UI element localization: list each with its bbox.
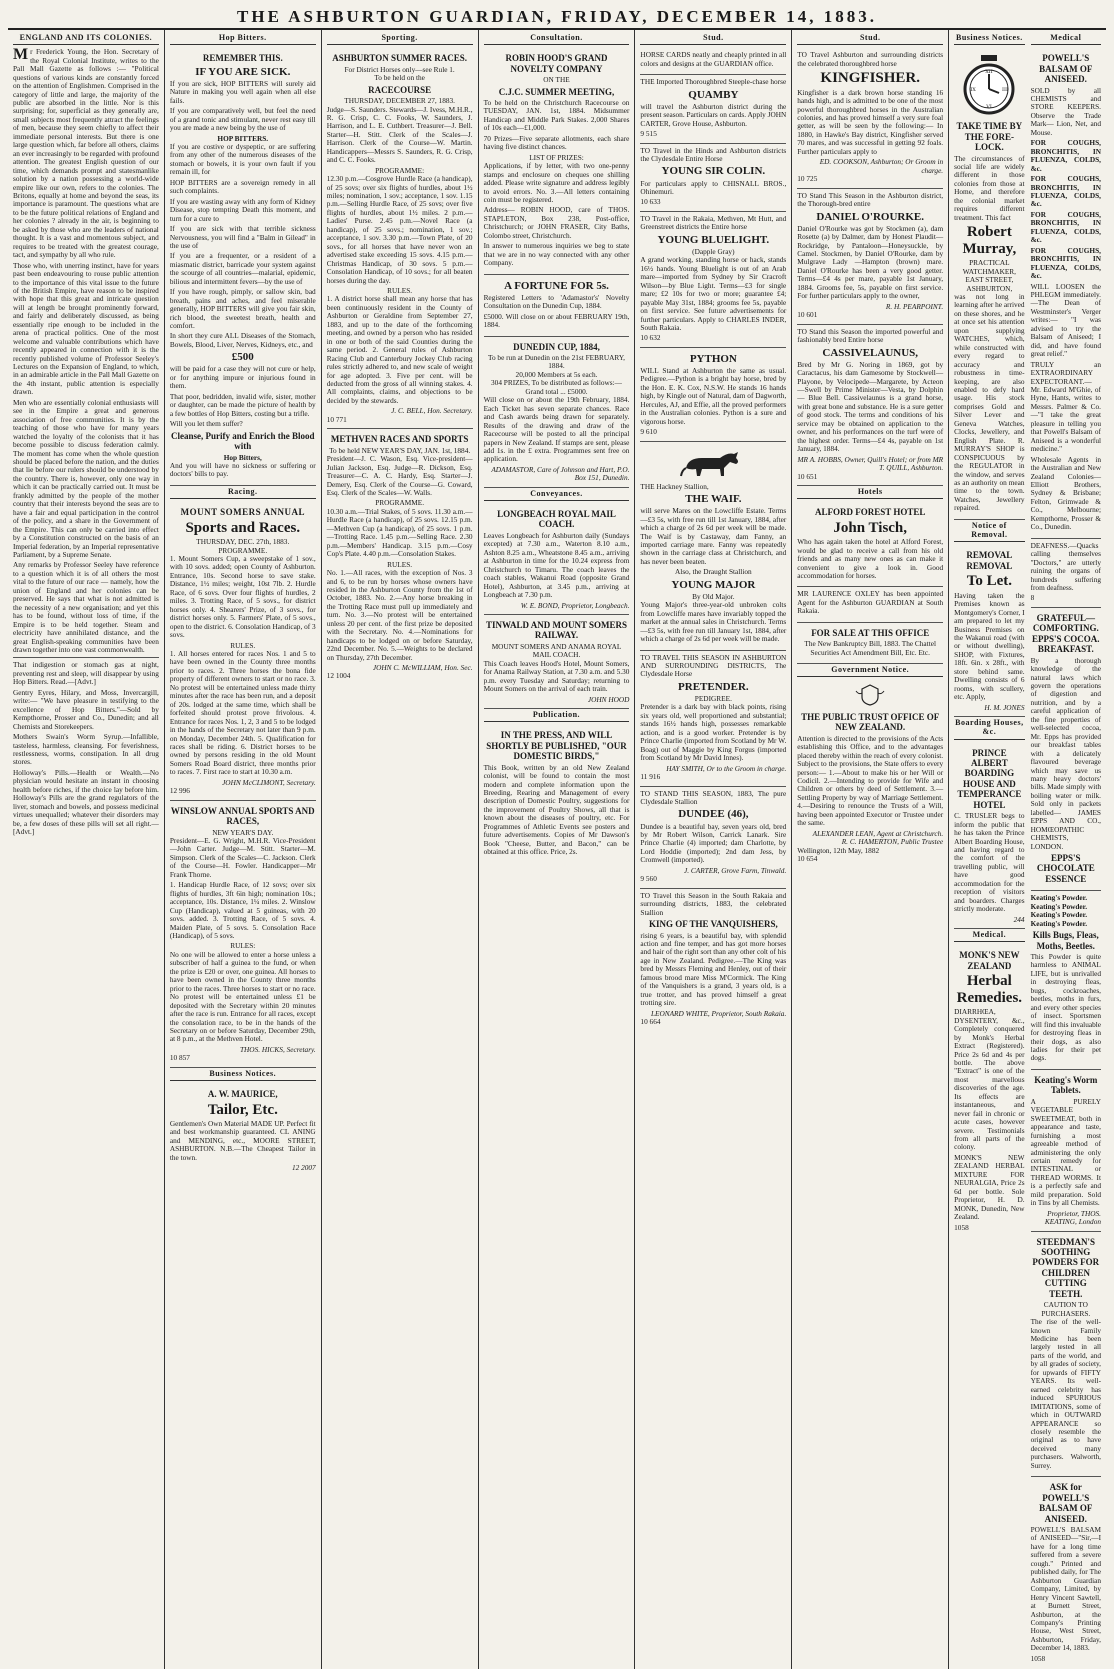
deafness-ad: [1031, 539, 1101, 608]
double-column: [954, 32, 1101, 1667]
column-heading: Business Notices.: [954, 32, 1024, 45]
ad-text: By Old Major.: [692, 591, 735, 601]
ad-text: No. 1.—All races, with the exception of Nos. 3 and 6, to be run by horses whose owners have resided in the Ashburton County from the 1st of October, 1883. No. 2.—Any horse breaking in the Trotting Race must pull up immediately and turn. No. 3.—No protest will be entertained unless 20 per cent. of the first prize be deposited with the Secretary. No. 4.—Nominations for handicaps to be lodged on or before Saturday, 22nd December. No. 5.—Weights to be declared on Thursday, 27th December.: [326, 568, 473, 662]
ad-text: TO TRAVEL THIS SEASON IN ASHBURTON AND SURROUNDING DISTRICTS, The Clydesdale Horse: [640, 652, 787, 679]
ad-title: A. W. MAURICE,: [207, 1089, 278, 1100]
ad-text: PRACTICAL WATCHMAKER, EAST STREET, ASHBURTON,: [962, 258, 1016, 293]
ashburton-races-ad: [327, 48, 473, 429]
ad-text: Will you let them suffer?: [169, 419, 243, 429]
ad-title: Keating's Worm Tablets.: [1034, 1074, 1098, 1096]
section-heading: Medical.: [954, 929, 1024, 942]
ad-number: 10 725: [797, 174, 818, 184]
ad-text: Keating's Powder.: [1030, 918, 1088, 928]
ad-text: TO Stand this Season the imported powerful and fashionably bred Entire horse: [797, 326, 944, 345]
horse-name: CASSIVELAUNUS,: [822, 346, 919, 359]
ad-text: In short they cure ALL Diseases of the Stomach, Bowels, Blood, Liver, Nerves, Kidneys, etc., and: [169, 331, 316, 349]
signature: THOS. HICKS, Secretary.: [239, 1044, 316, 1054]
ad-text: If you are a frequenter, or a resident of a miasmatic district, barricade your system against the scourge of all countries—malarial, epidemic, bilious and intermittent fevers—by the use of: [169, 251, 316, 286]
svg-text:III: III: [1002, 87, 1009, 94]
ad-text: 304 PRIZES, To be distributed as follows:—: [491, 378, 622, 388]
article-paragraph: Those who, with unerring instinct, have for years past been endeavouring to rouse public attention to the importance of this vital issue to the future of the British Empire, have reason to be inspired with hope that this great and intricate question will at length be brought prominently forward, and fairly and deliberately discussed, as being essentially ripe enough to be included in the arena of practical politics. One of the most welcome and valuable contributions which have recently appeared in connection with it is the recently published volume of Professor Seeley's Lectures on the Expansion of England, to which, in an admirable article in the Pall Mall Gazette on the 4th instant, public attention is especially drawn.: [13, 260, 159, 397]
ad-text: MONK'S NEW ZEALAND HERBAL MIXTURE FOR NEURALGIA, Price 2s 6d per bottle. Sole Proprietor, H. D. MONK, Dunedin, New Zealand.: [954, 1152, 1025, 1222]
ad-subtitle: To Let.: [966, 573, 1012, 590]
ad-text: For District Horses only—see Rule 1.: [344, 64, 455, 74]
ad-text: TO Travel in the Hinds and Ashburton districts the Clydesdale Entire Horse: [640, 145, 787, 163]
signature: Proprietor, THOS. KEATING, London: [1044, 1208, 1101, 1227]
ad-text: C. TRUSLER begs to inform the public that he has taken the Prince Albert Boarding House, and having regard to the comfort of the travelling public, will have good accommodation for the reception of visitors and boarders. Charges strictly moderate.: [954, 811, 1025, 914]
ad-text: Registered Letters to 'Adamastor's' Novelty Consultation on the Dunedin Cup, 1884.: [483, 292, 630, 311]
ad-text: If you are wasting away with any form of Kidney Disease, stop tempting Death this moment, and turn for a cure to: [169, 196, 316, 223]
keatings-powder-ad: [1031, 891, 1101, 1070]
ad-text: MR LAURENCE OXLEY has been appointed Agent for the Ashburton GUARDIAN at South Rakaia.: [797, 589, 944, 616]
ad-text: If you are sick with that terrible sickness Nervousness, you will find a "Balm in Gilead" in the use of: [169, 224, 316, 250]
dunedin-cup-ad: [484, 337, 630, 488]
ad-heading: RULES:: [230, 941, 256, 951]
ad-number: 11 916: [640, 772, 661, 782]
ad-number: 9 610: [640, 427, 657, 437]
ad-number: 1058: [954, 1222, 969, 1232]
fortune-ad: [484, 275, 630, 337]
signature: R. C. HAMERTON, Public Trustee: [841, 837, 944, 847]
king-vanquishers-ad: [640, 889, 786, 1031]
ad-heading: PROGRAMME:: [375, 165, 425, 175]
ad-text: This Powder is quite harmless to ANIMAL LIFE, but is unrivalled in destroying fleas, bugs, cockroaches, beetles, moths in furs, and every other species of insect. Sportsmen will find this invaluable for destroying fleas in their dogs, as also ladies for their pet dogs.: [1030, 952, 1101, 1063]
ad-text: Wellington, 12th May, 1882: [797, 845, 880, 855]
ad-text: Dundee is a beautiful bay, seven years old, bred by Mr Robert Wilson, Carrick Lanark. Sire Prince Charlie (4) imported; dam Charlotte, by Lord Hoddie (imported); 2nd dam Jess, by Cromwell (imported).: [640, 821, 787, 865]
horse-name: YOUNG SIR COLIN.: [661, 165, 766, 178]
ad-heading: CAUTION TO PURCHASERS.: [1041, 1300, 1091, 1318]
ad-text: Address— ROBIN HOOD, care of THOS. STAPLETON, Box 238, Post-office, Christchurch; or JOHN FRASER, City Baths, Colombo street, Christchurch.: [483, 205, 630, 240]
section-heading: Notice of Removal.: [954, 520, 1024, 543]
winslow-ad: [170, 801, 316, 1068]
cassivelaunus-ad: [797, 325, 943, 486]
ad-subtitle: Herbal Remedies.: [956, 973, 1023, 1006]
ad-text: DIARRHŒA, DYSENTERY, &c., Completely conquered by Monk's Herbal Extract (Registered). Price 2s 6d and 4s per bottle. The above "Extract" is one of the most marvellous discoveries of the age. Its effects are instantaneous, and never fail in chronic or acute cases, however severe. Testimonials from all parts of the colony.: [954, 1007, 1025, 1152]
ad-text: The rise of the well-known Family Medicine has been largely tested in all parts of the world, and by all grades of society, for upwards of FIFTY YEARS. Its well-earned celebrity has induced SPURIOUS IMITATIONS, some of which in OUTWARD APPEARANCE so closely resemble the original as to have deceived many purchasers. Walworth, Surrey.: [1030, 1317, 1101, 1470]
robert-murray-ad: [954, 48, 1024, 520]
column-heading: Hop Bitters.: [170, 32, 316, 45]
article-paragraph: Any remarks by Professor Seeley have reference to a question which it is of all others the most vital to the future of our race — namely, how the union of England and her colonies can be preserved. He says that what is not admitted is the necessity of a new organisation; and yet this has to be found, without loss of time, if the Empire is to be held together. Steam and electricity have annihilated distance, and the great English-speaking communities have been drawn together into one vast commonwealth.: [13, 560, 159, 654]
public-trust-ad: [797, 680, 943, 867]
signature: J. CARTER, Grove Farm, Tinwald.: [683, 865, 787, 875]
ad-text: President—E. G. Wright, M.H.R. Vice-President—John Carter. Judge—M. Stitt. Starter—M. Simpson. Clerk of the Scales—C. Jackson. Clerk of the Course—H. Fowler. Handicapper—Mr Frank Thorne.: [169, 836, 316, 879]
ad-text: By a thorough knowledge of the natural laws which govern the operations of digestion and nutrition, and by a careful application of the fine properties of well-selected cocoa, Mr. Epps has provided our breakfast tables with a delicately flavoured beverage which may save us many heavy doctors' bills. Made simply with boiling water or milk. Sold only in packets labelled— JAMES EPPS AND CO., HOMŒOPATHIC CHEMISTS, LONDON.: [1030, 655, 1101, 851]
ad-title: LONGBEACH ROYAL MAIL COACH.: [497, 509, 616, 530]
ad-number: 10 601: [797, 310, 818, 320]
hop-bitters-ad: [170, 48, 316, 486]
ad-number: 9 515: [640, 129, 657, 139]
newspaper-page: [8, 6, 1106, 1663]
signature: R. H. PEARPOINT.: [885, 301, 944, 311]
ad-text: Also, the Draught Stallion: [675, 567, 752, 577]
svg-text:XII: XII: [985, 69, 994, 76]
ad-text: Attention is directed to the provisions of the Acts establishing this Office, and to the advantages placed thereby within the reach of every colonist. Subject to the provisions, the State offers to every person:— 1.—About to make his or her Will or Codicil. 2.—Intending to provide for Wife and Children or others by deed of Settlement. 3.—Settling Property by way of Marriage Settlement. 4.—Desiring to renounce the Trusts of a Will, having been appointed Executor or Trustee under the same.: [797, 733, 944, 828]
ad-title: WINSLOW ANNUAL SPORTS AND RACES,: [170, 805, 315, 827]
horse-name: YOUNG BLUELIGHT.: [657, 233, 770, 246]
ad-text: 1. Handicap Hurdle Race, of 12 sovs; over six flights of hurdles, 3ft 6in high; nomination 10s.; acceptance, 10s. Distance, 1¼ miles. 2. Winslow Cup (Handicap), valued at 5 guineas, with 20 sovs. added. 3. Trotting Race, of 5 sovs. 4. Maiden Plate, of 5 sovs. 5. Consolation Race (Handicap), of 5 sovs.: [169, 880, 316, 940]
ad-text: HOP BITTERS.: [217, 133, 269, 143]
ad-text: HORSE CARDS neatly and cheaply printed in all colors and designs at the GUARDIAN office.: [640, 50, 787, 68]
horse-name: DUNDEE (46),: [678, 808, 749, 821]
ad-text: PEDIGREE.: [694, 694, 732, 704]
horse-name: KINGFISHER.: [820, 70, 921, 87]
ad-text: DEAFNESS.—Quacks calling themselves "Doctors," are utterly ruining the organs of hundreds suffering from deafness.: [1030, 540, 1101, 592]
ad-text: (Dapple Gray): [692, 246, 735, 256]
young-bluelight-ad: [640, 212, 786, 348]
signature: ALEXANDER LEAN, Agent at Christchurch.: [812, 828, 944, 838]
ad-text: 10.30 a.m.—Trial Stakes, of 5 sovs. 11.30 a.m.—Hurdle Race (a handicap), of 25 sovs. 12.15 p.m.—Methven Cup (a handicap), of 25 sovs. 1 p.m.—Trotting Race. 1.45 p.m.—Selling Race. 2.30 p.m.—Members' Handicap. 3.15 p.m.—Cosy Cop's Plate. 4.40 p.m.—Consolation Stakes.: [326, 506, 473, 559]
ad-title: FOR SALE AT THIS OFFICE: [811, 627, 930, 638]
ad-text: FOR COUGHS, BRONCHITIS, IN FLUENZA, COLDS, &c.: [1030, 138, 1101, 173]
horse-icon: [678, 448, 748, 480]
ad-text: Young Major's three-year-old unbroken colts from Lowcliffe mares have invariably topped the market at the annual sales in Christchurch. Terms—£3 5s, with free run till January 1st, 1884, after which a charge of 2s 6d per week will be made.: [640, 600, 787, 644]
signature: LEONARD WHITE, Proprietor, South Rakaia.: [650, 1008, 787, 1018]
ad-number: 10 651: [797, 471, 818, 481]
article-paragraph: Mr Frederick Young, the Hon. Secretary of the Royal Colonial Institute, writes to the Pall Mall Gazette as follows :— "Political questions of various kinds are constantly forced on the attention of Englishmen. Comprised in the category of little and large, the majority of the public are absorbed in the little. Nor is this surprising; for, superficial as they generally are, small subjects most frequently attract the feelings of men, because they seem chiefly to affect their immediate personal interests. But there is one large question which, far before all others, claims an ever increasingly to be regarded with profound attention. The greatest English question of our time, which demands prompt and statesmanlike solution by a nation possessing a world-wide empire like our own, refers to the colonies. The Britons, equally at home and beyond the seas, its importance is paramount. The questions what are to be the future political relations of England and her colonies ? already in the air, is beginning to be asked by those who are the leaders of national thought. It is a vast and momentous subject, and requires to be treated with the greatest courage, tact, and sympathy by all who rule.: [13, 46, 159, 260]
ad-heading: RULES.: [387, 559, 413, 569]
column-stud-2: [792, 30, 949, 1669]
ad-title: TINWALD AND MOUNT SOMERS RAILWAY.: [485, 620, 628, 641]
ad-heading: RULES.: [387, 286, 413, 296]
ad-text: POWELL'S BALSAM of ANISEED—"Sir,—I have for a long time suffered from a severe cough." Printed and published daily, for The Ashburton Guardian Company, Limited, by Henry Vincent Sawtell, at Burnett Street, Ashburton, at the Company's Printing House, West Street, Ashburton, Friday, December 14, 1883.: [1030, 1525, 1101, 1653]
ad-text: HOP BITTERS are a sovereign remedy in all such complaints.: [169, 177, 316, 196]
robin-hood-ad: [484, 48, 630, 274]
ad-text: 20,000 Members at 5s each.: [515, 369, 598, 379]
ad-subtitle: John Tisch,: [833, 519, 908, 536]
ad-subtitle: Tailor, Etc.: [207, 1101, 278, 1118]
horse-name: DANIEL O'ROURKE.: [816, 210, 924, 223]
oxley-agent-ad: [797, 587, 943, 622]
ad-text: was not long in learning after he arrived on these shores, and he at once set his attention upon supplying WATCHES, which, while constructed with every regard to accuracy and robustness in time-keeping, are also enabled to defy hard usage. His stock comprises Gold and Silver Lever and Geneva Watches, Clocks, Jewellery, and English Plate. R. MURRAY'S SHOP is CONSPICUOUS by the REGULATOR in the window, and serves as an authority on mean time to the town. Watches, Jewellery repaired.: [954, 292, 1025, 513]
column-hop-bitters: [165, 30, 322, 1669]
ad-text: THE Imported Thoroughbred Steeple-chase horse: [640, 77, 787, 87]
horse-cards-ad: [640, 48, 786, 75]
crest-icon: [797, 683, 943, 709]
tinwald-railway-ad: [484, 615, 630, 709]
ad-text: Kingfisher is a dark brown horse standing 16 hands high, and is admitted to be one of the most powerful thoroughbred horses in the Australian colonies, and has proved himself a very sure foal getter, as will be seen by the following:— In 1880, in Hawke's Bay district, Kingfisher served 70 mares, and was successful in getting 92 foals. Further particulars apply to: [797, 87, 944, 156]
ad-title: METHVEN RACES AND SPORTS: [330, 434, 469, 445]
ad-text: No one will be allowed to enter a horse unless a subscriber of half a guinea to the fund, or when the prize is £20 or over, one guinea. All horses to have been owned in the County three months prior to the races. Three horses to start or no race. No protest will be entertained unless £1 be deposited with the Secretary within 20 minutes after the race is run. Entrance for all races, except the consolation race, to be in the hands of the Secretary on or before Saturday, December 29th, at 8 p.m., at the Methven Hotel.: [169, 949, 316, 1044]
ad-title: MONK'S NEW ZEALAND: [959, 950, 1020, 971]
monks-herbal-ad: [954, 945, 1024, 1236]
section-heading: Boarding Houses, &c.: [954, 717, 1024, 740]
maurice-ad: [170, 1084, 316, 1177]
ad-title: THE PUBLIC TRUST OFFICE OF NEW ZEALAND.: [801, 711, 940, 733]
ad-number: 8: [1030, 593, 1035, 603]
ad-text: For particulars apply to CHISNALL BROS., Ohinemuri.: [640, 178, 787, 196]
ad-paragraph: That indigestion or stomach gas at night, preventing rest and sleep, will disappear by using Hop Bitters. Read.—[Advt.]: [13, 660, 159, 687]
ad-heading: REMEMBER THIS.: [202, 53, 283, 64]
ad-date: THURSDAY, DECEMBER 27, 1883.: [344, 96, 455, 106]
signature: MR A. HOBBS, Owner, Quill's Hotel; or from MR T. QUILL, Ashburton.: [797, 454, 944, 473]
svg-text:IX: IX: [970, 87, 977, 94]
ad-paragraph: Mothers Swain's Worm Syrup.—Infallible, tasteless, harmless, cleansing. For feverishness, restlessness, worms, constipation. In all drug stores.: [13, 732, 159, 767]
svg-text:VI: VI: [986, 104, 993, 111]
column-heading: ENGLAND AND ITS COLONIES.: [13, 32, 159, 45]
signature: HAY SMITH, Or to the Groom in charge.: [666, 763, 787, 773]
ad-text: TO Travel this Season in the South Rakaia and surrounding districts, 1883, the celebrated Stallion: [640, 890, 787, 917]
ad-paragraph: Gentry Eyres, Hilary, and Moss, Invercargill, write:— "We have pleasure in testifying to the excellence of Hop Bitters."—Sold by Kempthorne, Prosser and Co., Dunedin; and all Chemists and Storekeepers.: [13, 687, 159, 731]
ad-number: 10 771: [326, 414, 347, 424]
ad-text: 70 Prizes—Five separate allotments, each share having five distinct chances.: [483, 133, 630, 152]
ad-number: 10 654: [797, 854, 818, 864]
ad-text: Wholesale Agents in the Australian and New Zealand Colonies—Elliott Brothers, Sydney & Brisbane; Felton, Grimwade & Co., Melbourne; Kempthorne, Prosser & Co., Dunedin.: [1030, 454, 1101, 532]
ad-text: In answer to numerous inquiries we beg to state that we are in no way connected with any other Company.: [483, 241, 630, 268]
ad-title: PRINCE ALBERT BOARDING HOUSE AND TEMPERANCE HOTEL: [957, 747, 1022, 810]
ad-text: TRULY an EXTRAORDINARY EXPECTORANT.—Mr. Edward M'Ghie, of Hyne, Hants, writes to Messrs. Palmer & Co.—"I take the great pleasure in telling you that Powell's Balsam of Aniseed is a wonderful medicine.": [1030, 359, 1101, 454]
ad-date: NEW YEAR'S DAY.: [212, 827, 274, 837]
ad-heading: PROGRAMME.: [375, 498, 425, 508]
column-heading: Stud.: [797, 32, 943, 45]
ad-text: A PURELY VEGETABLE SWEETMEAT, both in appearance and taste, furnishing a most agreeable method of administering the only certain remedy for INTESTINAL or THREAD WORMS. It is a perfectly safe and mild preparation. Sold in Tins by all Chemists.: [1030, 1096, 1101, 1208]
ad-text: 1. A district horse shall mean any horse that has been continuously resident in the County of Ashburton or Geraldine from September 27, 1883, and up to the date of the forthcoming meeting, and owned by a person who has resided in one or both of the said Counties during the same period. 2. General rules of Ashburton Racing Club and Canterbury Jockey Club racing rules strictly adhered to, and new scale of weight for age adopted. 3. Five per cent. will be deducted from the gross of all winning stakes. 4. All complaints, claims, and objections to be decided by the stewards.: [326, 294, 473, 405]
ad-text: will serve Mares on the Lowcliffe Estate. Terms—£3 5s, with free run till 1st January, 1884, after which a charge of 2s 6d per week will be made. The Waif is by Castaway, dam Fanny, an imported carriage mare. Fanny was repeatedly shown in the carriage class at Christchurch, and has never been beaten.: [640, 506, 787, 566]
young-sir-colin-ad: [640, 144, 786, 212]
pretender-ad: [640, 651, 786, 787]
daniel-orourke-ad: [797, 189, 943, 325]
ad-text: Leaves Longbeach for Ashburton daily (Sundays excepted) at 7.30 a.m., Waterton 8.10 a.m., Ashton 8.25 a.m., Wheatstone 8.45 a.m., arriving at Ashburton in time for the 10.24 express from Christchurch to Timaru. The coach leaves the coach stables, Wakanui Road (opposite Grand Hotel), Ashburton, at 3.45 p.m., arriving at Longbeach at 7.30 p.m.: [483, 530, 630, 600]
ad-subtitle: MOUNT SOMERS AND ANAMA ROYAL MAIL COACH.: [491, 641, 622, 660]
ad-title: IN THE PRESS, AND WILL SHORTLY BE PUBLISHED, "OUR DOMESTIC BIRDS,": [486, 730, 627, 762]
ad-text: To be held on the Christchurch Racecourse on TUESDAY, JAN. 1st, 1884. Midsummer Handicap and Middle Park Stakes. 2,000 Shares of 10s each—£1,000.: [483, 98, 630, 133]
ad-text: The New Bankruptcy Bill, 1883. The Chattel Securities Act Amendment Bill, Etc. Etc.: [804, 639, 936, 657]
ad-text: will be paid for a case they will not cure or help, or for anything impure or injurious found in them.: [169, 364, 316, 391]
medical-subcolumn: [1031, 32, 1101, 1667]
ad-text: This Book, written by an old New Zealand colonist, will be found to contain the most modern and complete information upon the Breeding, Rearing and Management of every description of Domestic Poultry, suggestions for the improvement of Poultry Shows, all that is known about the diseases of poultry, etc. For Programmes of Athletic Events see posters and future advertisements. Copies of Mr Dawson's Book "Cheese, Butter, and Bacon," can be obtained at this office. Price, 2s.: [483, 762, 630, 857]
ad-subtitle: Kills Bugs, Fleas, Moths, Beetles.: [1032, 930, 1099, 951]
ad-title: STEEDMAN'S SOOTHING POWDERS FOR CHILDREN CUTTING TEETH.: [1032, 1236, 1100, 1299]
reward-amount: £500: [231, 351, 254, 364]
ad-title: REMOVAL REMOVAL: [966, 550, 1013, 571]
ad-text: Keating's Powder.: [1030, 893, 1088, 903]
ad-text: Daniel O'Rourke was got by Stockmen (a), dam Rosette (a) by Dalmer, dam by Honest Plaudit—Rockridge, by Pantaloon—Honeysuckle, by Camel. Stockmen, by Daniel O'Rourke, dam by Mulgrave Lady —Hampton (brown) mare. Daniel O'Rourke has been a very good getter. Terms—£4 4s per mare, payable 1st January, 1884. Grooms fee, 5s, payable on first service. For further particulars apply to the owner,: [797, 223, 944, 301]
ad-text: TO STAND THIS SEASON, 1883, The pure Clydesdale Stallion: [640, 788, 787, 807]
ad-title: ASHBURTON SUMMER RACES.: [332, 53, 468, 64]
ad-title: POWELL'S BALSAM OF ANISEED.: [1039, 53, 1093, 85]
ad-number: 10 633: [640, 197, 661, 207]
horse-name: THE WAIF.: [685, 493, 742, 506]
ad-text: Who has again taken the hotel at Alford Forest, would be glad to receive a call from his old friends and as many new ones as can make it convenient to give a look in. Good accommodation for horses.: [797, 537, 944, 580]
column-heading: Consultation.: [484, 32, 630, 45]
ad-text: 1. All horses entered for races Nos. 1 and 5 to have been owned in the County three months prior to races. 2. Three horses the bona fide property of different owners to start or no race. 3. No protest will be entertained unless made thirty minutes after the race has been run, and a deposit of 20s. lodged at the same time, which shall be forfeited should protest prove frivolous. 4. Entrance for races Nos. 1, 2, 3 and 5 to be lodged in the hands of the Secretary not later than 9 p.m. on Monday, December 24th. 5. Qualification for races shall be riding. 6. District horses to be owned by persons residing in the old Mount Somers Road Board district, three months prior to races. 7. First race to start at 10.30 a.m.: [169, 648, 316, 777]
ad-subtitle: Robert Murray,: [962, 224, 1017, 257]
ad-heading: PROGRAMME.: [218, 545, 268, 555]
domestic-birds-ad: [484, 725, 630, 862]
ad-text: If you have rough, pimply, or sallow skin, bad breath, pains and aches, and feel miserable generally, HOP BITTERS will give you fair skin, rich blood, the sweetest breath, health and comfort.: [169, 287, 316, 331]
ad-text: Keating's Powder.: [1030, 910, 1088, 920]
ad-subtitle: C.J.C. SUMMER MEETING,: [498, 86, 615, 97]
horse-name: KING OF THE VANQUISHERS,: [649, 919, 778, 930]
ad-heading: LIST OF PRIZES:: [529, 152, 584, 162]
signature: W. E. BOND, Proprietor, Longbeach.: [520, 600, 630, 610]
steedmans-ad: [1031, 1232, 1101, 1478]
column-consultation: [479, 30, 636, 1669]
ad-text: will travel the Ashburton district during the present season. Particulars on cards. Apply JOHN CARTER, Grove House, Ashburton.: [640, 101, 787, 128]
ad-number: 12 2007: [291, 1163, 316, 1173]
column-heading: Stud.: [640, 32, 786, 45]
ad-number: 9 560: [640, 874, 657, 884]
ad-text: Cleanse, Purify and Enrich the Blood with: [171, 430, 315, 452]
ad-number: 10 857: [169, 1053, 190, 1063]
ad-title: DUNEDIN CUP, 1884,: [513, 341, 600, 352]
ad-text: 1. Mount Somers Cup, a sweepstake of 1 sov., with 10 sovs. added; open County of Ashburton. Entrance, 10s. Second horse to save stake. Distance, 1½ miles; weight, 10st 7lb. 2. Hurdle Race, of 6 sovs. Over four flights of hurdles, 2 miles. 3. Trotting Race, of 5 sovs., for district horses only. 4. Shearers' Prize, of 3 sovs., for district horses only. 5. Farmers' Plate, of 5 sovs., open to the district. 6. Consolation Handicap, of 3 sovs.: [169, 554, 316, 640]
section-heading: Racing.: [170, 486, 316, 499]
masthead: THE ASHBURTON GUARDIAN, FRIDAY, DECEMBER 14, 1883.: [8, 6, 1106, 30]
the-waif-ad: [640, 442, 786, 651]
epps-cocoa-ad: [1031, 608, 1101, 891]
ad-text: Judge—S. Saunders. Stewards—J. Ivess, M.H.R., R. G. Crisp, C. C. Fooks, W. Saunders, J. Harrison, and L. E. Cuthbert. Treasurer—J. Bell. Starter—H. Stitt. Clerk of the Scales—J. Harrison. Clerk of the Course—W. Martin. Handicappers—Messrs S. Saunders, R. G. Crisp, and C. C. Fooks.: [326, 104, 473, 165]
ad-text: THE Hackney Stallion,: [640, 481, 709, 491]
mount-somers-ad: [170, 502, 316, 801]
signature: ADAMASTOR, Care of Johnson and Hart, P.O. Box 151, Dunedin.: [491, 464, 630, 483]
horse-name: YOUNG MAJOR: [671, 578, 756, 591]
columns: [8, 30, 1106, 1663]
ad-text: ON THE: [543, 75, 570, 85]
ad-date: To be held NEW YEAR'S DAY, JAN. 1st, 1884.: [329, 445, 471, 455]
ad-text: Bred by Mr G. Noring in 1869, got by Caractacus, his dam Gamesome by Stockwell—Playone, by Velocipede—Margarete, by Acteon—Swell by Prime Minister—Vesta, by Dolphin — Blue Bell. Cassivelaunus is a grand horse, with great bone and substance. He is a sure getter of good stock. The terms and conditions of his service may be obtained on application to the owner, and his performances on the turf were of the highest order. Terms—£4 4s, payable on 1st January, 1884.: [797, 359, 944, 454]
ad-text: 12.30 p.m.—Cosgrove Hurdle Race (a handicap), of 25 sovs; over six flights of hurdles, about 1½ miles; nomination, 1 sov.; acceptance, 1 sov. 1.15 p.m.—Selling Hurdle Race, of 25 sovs; over five flights of hurdles, about 1½ miles. 2 p.m.—Ladies' Purse. 2.45 p.m.—Novel Race (a handicap), of 25 sovs.; nomination, 1 sov.; acceptance, 1 sov. 3.30 p.m.—Town Plate, of 20 sovs., for all horses that have never won an advertised stake exceeding 15 sovs. 4.15 p.m.—Christmas Handicap, of 30 sovs. 5 p.m.—Consolation Handicap, of 10 sovs.; for all beaten horses during the day.: [326, 174, 473, 285]
signature: H. M. JONES: [984, 702, 1025, 712]
ad-title: TAKE TIME BY THE FORE-LOCK.: [956, 121, 1023, 153]
horse-name: PRETENDER.: [678, 680, 749, 693]
kingfisher-ad: [797, 48, 943, 188]
column-heading: Sporting.: [327, 32, 473, 45]
section-heading: Publication.: [484, 709, 630, 722]
column-heading: Medical: [1031, 32, 1101, 45]
horse-name: QUAMBY: [688, 88, 739, 101]
ad-number: 12 1004: [326, 671, 351, 681]
ad-title: ALFORD FOREST HOTEL: [815, 507, 926, 518]
ad-text: WILL LOOSEN the PHLEGM immediately.—The Dean of Westminster's Verger writes:— "I was advised to try the Balsam of Aniseed; I did, and have found great relief.": [1030, 281, 1101, 359]
ad-number: 12 996: [169, 786, 190, 796]
ad-title: MOUNT SOMERS ANNUAL: [180, 507, 305, 518]
ad-text: Having taken the Premises known as Montgomery's Corner, I am prepared to let my Business Premises on the Wakanui road (with or without dwelling), SHOP, with Fixtures, 18ft. 6in. x 28ft., with store behind same. Dwelling consists of 6 rooms, with scullery, etc. Apply,: [954, 590, 1025, 702]
section-heading: Hotels: [797, 486, 943, 499]
ad-text: To be run at Dunedin on the 21st FEBRUARY, 1884.: [488, 352, 625, 371]
ad-number: 244: [1013, 914, 1025, 924]
ad-text: RACECOURSE: [368, 84, 432, 95]
ad-title: ROBIN HOOD'S GRAND NOVELTY COMPANY: [505, 53, 608, 74]
ad-text: Grand total ... £5000.: [525, 386, 588, 396]
ad-title: A FORTUNE FOR 5s.: [504, 279, 609, 292]
to-let-ad: [954, 545, 1024, 717]
business-subcolumn: [954, 32, 1024, 1667]
signature: JOHN HOOD: [587, 694, 630, 704]
section-heading: Conveyances.: [484, 488, 630, 501]
horse-illustration: [640, 448, 786, 480]
ask-powells-ad: [1031, 1477, 1101, 1667]
signature: ED. COOKSON, Ashburton; Or Groom in charge.: [819, 157, 944, 175]
ad-title: IF YOU ARE SICK.: [195, 65, 291, 78]
ad-text: TO Stand This Season in the Ashburton district, the Thorough-bred entire: [797, 190, 944, 209]
ad-text: Will close on or about the 19th February, 1884. Each Ticket has seven separate chances. Race and Cash awards being drawn for separately. Results of the drawing and draw of the Racecourse will be posted to all the principal papers in New Zealand. If stamps are sent, please add 1s. in the £ extra. Programmes sent free on application.: [483, 395, 630, 464]
ad-subtitle: EPPS'S CHOCOLATE ESSENCE: [1036, 853, 1095, 884]
signature: JOHN C. McWILLIAM, Hon. Sec.: [372, 663, 473, 673]
ad-number: 10 664: [640, 1017, 661, 1027]
ad-subtitle: Sports and Races.: [185, 519, 301, 536]
ad-text: That poor, bedridden, invalid wife, sister, mother or daughter, can be made the picture of health by a few bottles of Hop Bitters, costing but a trifle.: [169, 391, 316, 418]
ad-text: President—J. C. Wason, Esq. Vice-president—Julian Jackson, Esq. Judge—R. Dickson, Esq. Treasurer—C. A. C. Hardy, Esq. Starter—J. Demery, Esq. Clerk of the Course—G. Coward, Esq. Clerk of the Scales—W. Walls.: [326, 454, 473, 497]
signature: JOHN McCLIMONT, Secretary.: [222, 777, 316, 787]
ad-text: Keating's Powder.: [1030, 901, 1088, 911]
ad-text: Hop Bitters,: [223, 452, 262, 462]
ad-date: THURSDAY, DEC. 27th, 1883.: [196, 537, 290, 547]
ad-text: TO Travel Ashburton and surrounding districts the celebrated thoroughbred horse: [797, 50, 944, 68]
article-paragraph: Men who are essentially colonial enthusiasts will see in the Empire a great and generous association of free communities. It is by the teaching of those who have for many years watched the loyalty of the colonists that it has become possible to discuss federation calmly. The moment has come when the whole question should be placed before the nation, and the duties that lie before our rulers should be understood by the country. There is, however, only one way in which it can be practically carried out. It must be frankly admitted by the people of the mother country that their interests beyond the seas are to have a fair and equal participation in the control of the policy, and a share in the Government of the Empire. This can only be carried into effect by a Constitution constructed on the basis of an Imperial federation, by an Imperial representative Parliament, by a Supreme Senate.: [13, 397, 159, 559]
section-heading: Government Notice.: [797, 664, 943, 677]
ad-text: FOR COUGHS, BRONCHITIS, IN FLUENZA, COLDS, &c.: [1030, 245, 1101, 281]
ad-text: £5000. Will close on or about FEBRUARY 19th, 1884.: [483, 311, 630, 330]
ad-text: SOLD by all CHEMISTS and STORE KEEPERS. Observe the Trade Mark— Lion, Net, and Mouse.: [1030, 85, 1101, 137]
column-sporting: [322, 30, 479, 1669]
signature: J. C. BELL, Hon. Secretary.: [391, 406, 473, 416]
ad-text: Gentlemen's Own Material MADE UP. Perfect fit and best workmanship guaranteed. CL ANING and MENDING, etc., MOORE STREET, ASHBURTON. N.B.—The Cheapest Tailor in the town.: [169, 1119, 316, 1162]
ad-text: If you are sick, HOP BITTERS will surely aid Nature in making you well again when all else fails.: [169, 78, 316, 105]
ad-text: And you will have no sickness or suffering or doctors' bills to pay.: [169, 460, 316, 479]
divider: [13, 657, 159, 658]
ad-text: Pretender is a dark bay with black points, rising six years old, well proportioned and substantial; stands 16½ hands high, possesses remarkable action, and is a good worker. Pretender is by Prince Charlie (imported from Scotland by Mr W. Boag) out of Maggie by King Forgus (imported from Scotland by Mr David Innes).: [640, 702, 787, 763]
keatings-worm-ad: [1031, 1070, 1101, 1232]
methven-races-ad: [327, 429, 473, 685]
ad-heading: RULES.: [230, 640, 256, 650]
quamby-ad: [640, 75, 786, 143]
powells-balsam-ad: [1031, 48, 1101, 538]
clock-icon: [954, 53, 1024, 119]
ad-text: Applications, if by letter, with two one-penny stamps and enclosure on cheques one shilling added. Please write signature and address legibly to avoid errors. No. 3.—All letters containing coin must be registered.: [483, 161, 630, 205]
longbeach-coach-ad: [484, 504, 630, 615]
ad-text: WILL Stand at Ashburton the same as usual. Pedigree.—Python is a bright bay horse, bred by the Hon. E. K. Cox, N.S.W. He stands 16 hands high, by Kingle out of Natural, dam of Dagworth, Hercules, AJ, and Effie, all the proved performers in the Australian colonies. Python is a sure and vigorous horse.: [640, 365, 787, 426]
ad-number: 10 632: [640, 333, 661, 343]
for-sale-ad: [797, 623, 943, 664]
ad-text: FOR COUGHS, BRONCHITIS, IN FLUENZA, COLDS, &c.: [1030, 174, 1101, 209]
ad-number: 1058: [1030, 1653, 1046, 1663]
prince-albert-ad: [954, 743, 1024, 930]
python-ad: [640, 348, 786, 442]
dundee-ad: [640, 787, 786, 889]
alford-forest-hotel-ad: [797, 502, 943, 587]
ad-text: rising 6 years, is a beautiful bay, with splendid action and fine temper, and has got more horses and hair of the right sort than any other colt of his age in New Zealand. Pedigree.—The King was bred by Messrs Fleming and Henley, out of their famous brood mare Miss M'Cormick. The King of the Vanquishers is a grand, 3 years old, is a true trotter, and has proved himself a great trotting sire.: [640, 930, 787, 1008]
ad-text: To be held on the: [374, 73, 425, 83]
ad-text: The circumstances of social life are widely different in those colonies from those at Home, and therefore the colonial market requires different treatment. This fact: [954, 153, 1025, 222]
ad-text: A grand working, standing horse or hack, stands 16½ hands. Young Bluelight is out of an Arab mare—imported from Sydney by Sir Cracroft Wilson—by Blue Light. Terms—£3 for single mare; £2 10s for two or more; guarantee £4; payable May 31st, 1884; grooms fee 5s, payable on first service. See future advertisements for further particulars. Apply to CHARLES INDER, South Rakaia.: [640, 255, 787, 332]
ad-title: ASK for POWELL'S BALSAM OF ANISEED.: [1039, 1482, 1093, 1524]
column-england: [8, 30, 165, 1669]
ad-paragraph: Holloway's Pills.—Health or Wealth.—No physician would hesitate an instant in choosing health before riches, if the choice lay before him. Holloway's Pills are the grand regulators of the liver, stomach and bowels, and possess medicinal virtues unequalled; whatever their disorders may be, a few doses of these pills will set all right.—[Advt.]: [13, 767, 159, 837]
ad-text: If you are comparatively well, but feel the need of a grand tonic and stimulant, never rest easy till you are made a new being by the use of: [169, 106, 316, 133]
section-heading: Business Notices.: [170, 1068, 316, 1081]
ad-text: FOR COUGHS, BRONCHITIS, IN FLUENZA, COLDS, &c.: [1030, 209, 1101, 245]
ad-title: GRATEFUL—COMFORTING. EPPS'S COCOA. BREAKFAST.: [1032, 612, 1100, 655]
ad-text: TO Travel in the Rakaia, Methven, Mt Hutt, and Greenstreet districts the Entire horse: [640, 213, 787, 232]
column-stud-1: [635, 30, 792, 1669]
ad-text: If you are costive or dyspeptic, or are suffering from any other of the numerous diseases of the stomach or bowels, it is your own fault if you remain ill, for: [169, 141, 316, 177]
horse-name: PYTHON: [689, 352, 737, 365]
ad-text: This Coach leaves Hood's Hotel, Mount Somers, for Anama Railway Station, at 7.30 a.m. and 5.30 p.m. every Tuesday and Saturday; returning to Mount Somers on the arrival of each train.: [483, 658, 630, 694]
column-business-medical: [949, 30, 1106, 1669]
